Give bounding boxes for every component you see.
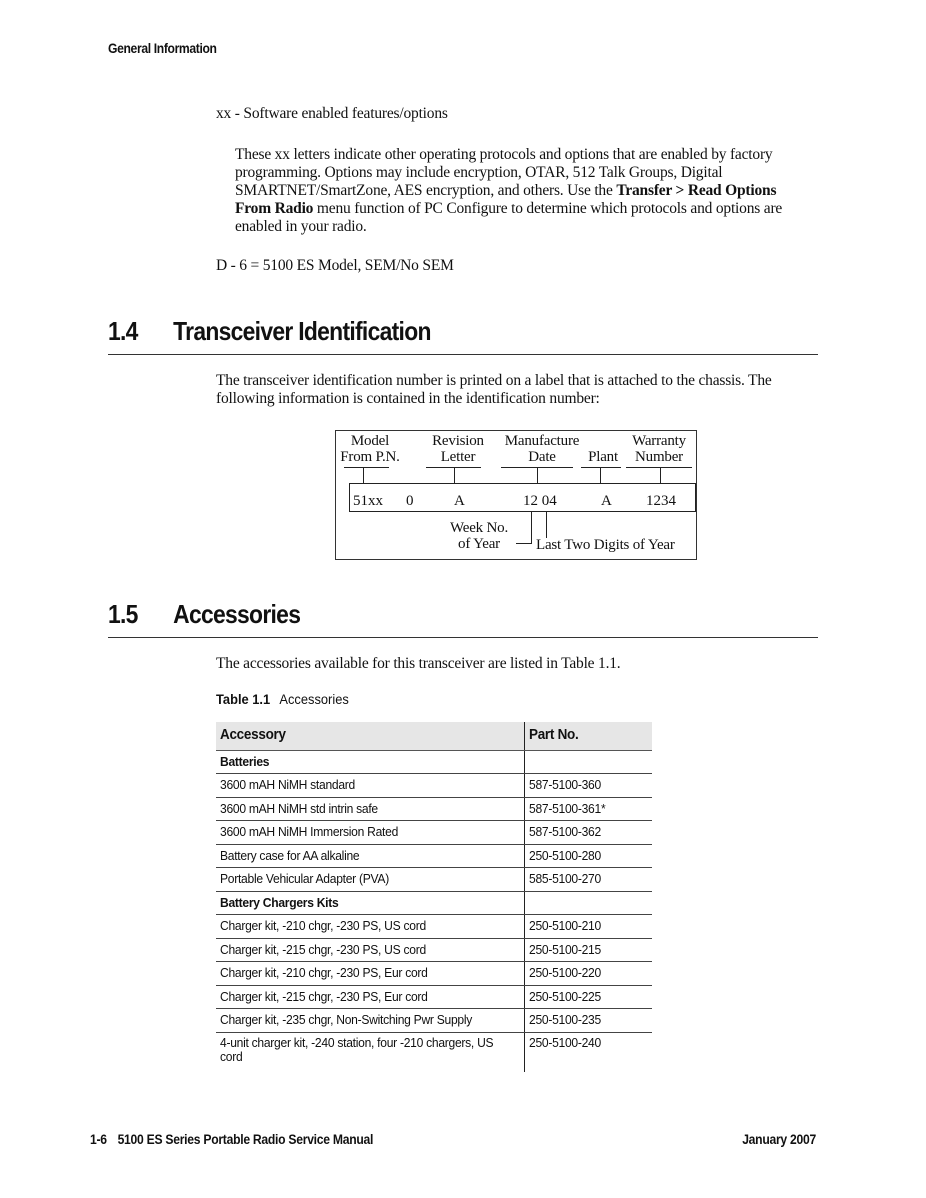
part-number-cell: 587-5100-361* <box>525 797 653 821</box>
value-warranty: 1234 <box>646 493 676 509</box>
underline <box>626 467 692 468</box>
section-number: 1.4 <box>108 316 138 346</box>
label-warranty: Warranty Number <box>632 433 686 465</box>
part-number-cell: 250-5100-235 <box>525 1009 653 1033</box>
id-number-diagram <box>335 430 697 560</box>
section-heading-1-4 <box>108 316 431 347</box>
part-number-cell: 250-5100-215 <box>525 938 653 962</box>
footer-date: January 2007 <box>742 1132 816 1147</box>
label-plant: Plant <box>588 449 618 465</box>
xx-description-text-2: menu function of PC Configure to determine which protocols and options are enabled in your radio. <box>235 200 783 235</box>
accessory-cell: Portable Vehicular Adapter (PVA) <box>216 868 525 892</box>
xx-description-text: These xx letters indicate other operating protocols and options that are enabled by factory programming. Options may include encryption, OTAR, 512 Talk Groups, Digital SMARTNET/SmartZone, AES encryption, and others. Use the <box>235 146 773 199</box>
label-manufacture-date: Manufacture Date <box>504 433 580 465</box>
connector <box>537 467 538 483</box>
part-number-cell: 250-5100-210 <box>525 915 653 939</box>
part-number-cell: 250-5100-280 <box>525 844 653 868</box>
connector <box>600 467 601 483</box>
accessory-cell: Charger kit, -215 chgr, -230 PS, Eur cord <box>216 985 525 1009</box>
section-rule <box>108 637 818 638</box>
part-number-cell: 250-5100-240 <box>529 1034 601 1050</box>
footer-left <box>90 1132 373 1147</box>
part-number-cell <box>525 891 653 915</box>
value-date: 12 04 <box>523 493 557 509</box>
accessory-cell: Charger kit, -235 chgr, Non-Switching Pwr Supply <box>216 1009 525 1033</box>
page-number: 1-6 <box>90 1132 107 1147</box>
section-title: Accessories <box>173 599 301 629</box>
table-row <box>216 821 652 845</box>
table-caption-title: Accessories <box>279 691 349 707</box>
column-header-part-no: Part No. <box>525 722 653 750</box>
value-plant: A <box>601 493 612 509</box>
section-number: 1.5 <box>108 599 138 629</box>
value-revision: A <box>454 493 465 509</box>
d6-line: D - 6 = 5100 ES Model, SEM/No SEM <box>216 257 454 274</box>
table-row <box>216 1032 652 1072</box>
accessory-cell: 3600 mAH NiMH standard <box>216 774 525 798</box>
week-pointer <box>516 543 532 544</box>
section-rule <box>108 354 818 355</box>
table-row <box>216 985 652 1009</box>
section-heading-1-5 <box>108 599 300 630</box>
accessory-cell: 3600 mAH NiMH std intrin safe <box>216 797 525 821</box>
table-caption <box>216 691 349 707</box>
table-row <box>216 868 652 892</box>
table-caption-label: Table 1.1 <box>216 691 271 707</box>
accessories-table <box>216 722 652 1072</box>
annotation-week: Week No. of Year <box>449 520 508 552</box>
table-group-row <box>216 750 652 774</box>
section-title: Transceiver Identification <box>173 316 431 346</box>
accessory-cell: Charger kit, -215 chgr, -230 PS, US cord <box>216 938 525 962</box>
accessory-cell: 4-unit charger kit, -240 station, four -210 chargers, US cord <box>216 1032 525 1072</box>
running-head: General Information <box>108 41 217 56</box>
accessory-cell: Charger kit, -210 chgr, -230 PS, Eur cord <box>216 962 525 986</box>
connector <box>660 467 661 483</box>
accessory-cell: 3600 mAH NiMH Immersion Rated <box>216 821 525 845</box>
table-row <box>216 938 652 962</box>
section-1-5-body: The accessories available for this transceiver are listed in Table 1.1. <box>216 655 621 672</box>
column-header-accessory: Accessory <box>216 722 525 750</box>
value-zero: 0 <box>406 493 414 509</box>
label-model: Model From P.N. <box>340 433 400 465</box>
menu-path: Transfer > Read Options From Radio <box>235 182 777 217</box>
accessory-cell: Batteries <box>216 750 525 774</box>
underline <box>581 467 621 468</box>
part-number-cell: 585-5100-270 <box>525 868 653 892</box>
value-model: 51xx <box>353 493 383 509</box>
table-row <box>216 915 652 939</box>
week-pointer <box>531 512 532 544</box>
table-row <box>216 774 652 798</box>
table-row <box>216 962 652 986</box>
underline <box>344 467 389 468</box>
section-1-4-body: The transceiver identification number is printed on a label that is attached to the chassis. The following information is contained in the identification number: <box>216 372 772 407</box>
connector <box>454 467 455 483</box>
table-row <box>216 844 652 868</box>
accessory-cell: Battery case for AA alkaline <box>216 844 525 868</box>
part-number-cell: 587-5100-360 <box>525 774 653 798</box>
part-number-cell: 587-5100-362 <box>525 821 653 845</box>
xx-description <box>235 146 815 236</box>
table-row <box>216 797 652 821</box>
label-revision: Revision Letter <box>432 433 484 465</box>
table-row <box>216 1009 652 1033</box>
xx-line: xx - Software enabled features/options <box>216 105 448 122</box>
table-header-row <box>216 722 652 750</box>
accessory-cell: Battery Chargers Kits <box>216 891 525 915</box>
part-number-cell: 250-5100-225 <box>525 985 653 1009</box>
part-number-cell: 250-5100-220 <box>525 962 653 986</box>
connector <box>363 467 364 483</box>
manual-title: 5100 ES Series Portable Radio Service Manual <box>117 1132 374 1147</box>
annotation-year: Last Two Digits of Year <box>536 537 675 553</box>
accessory-cell: Charger kit, -210 chgr, -230 PS, US cord <box>216 915 525 939</box>
part-number-cell <box>525 750 653 774</box>
table-group-row <box>216 891 652 915</box>
year-pointer <box>546 512 547 538</box>
